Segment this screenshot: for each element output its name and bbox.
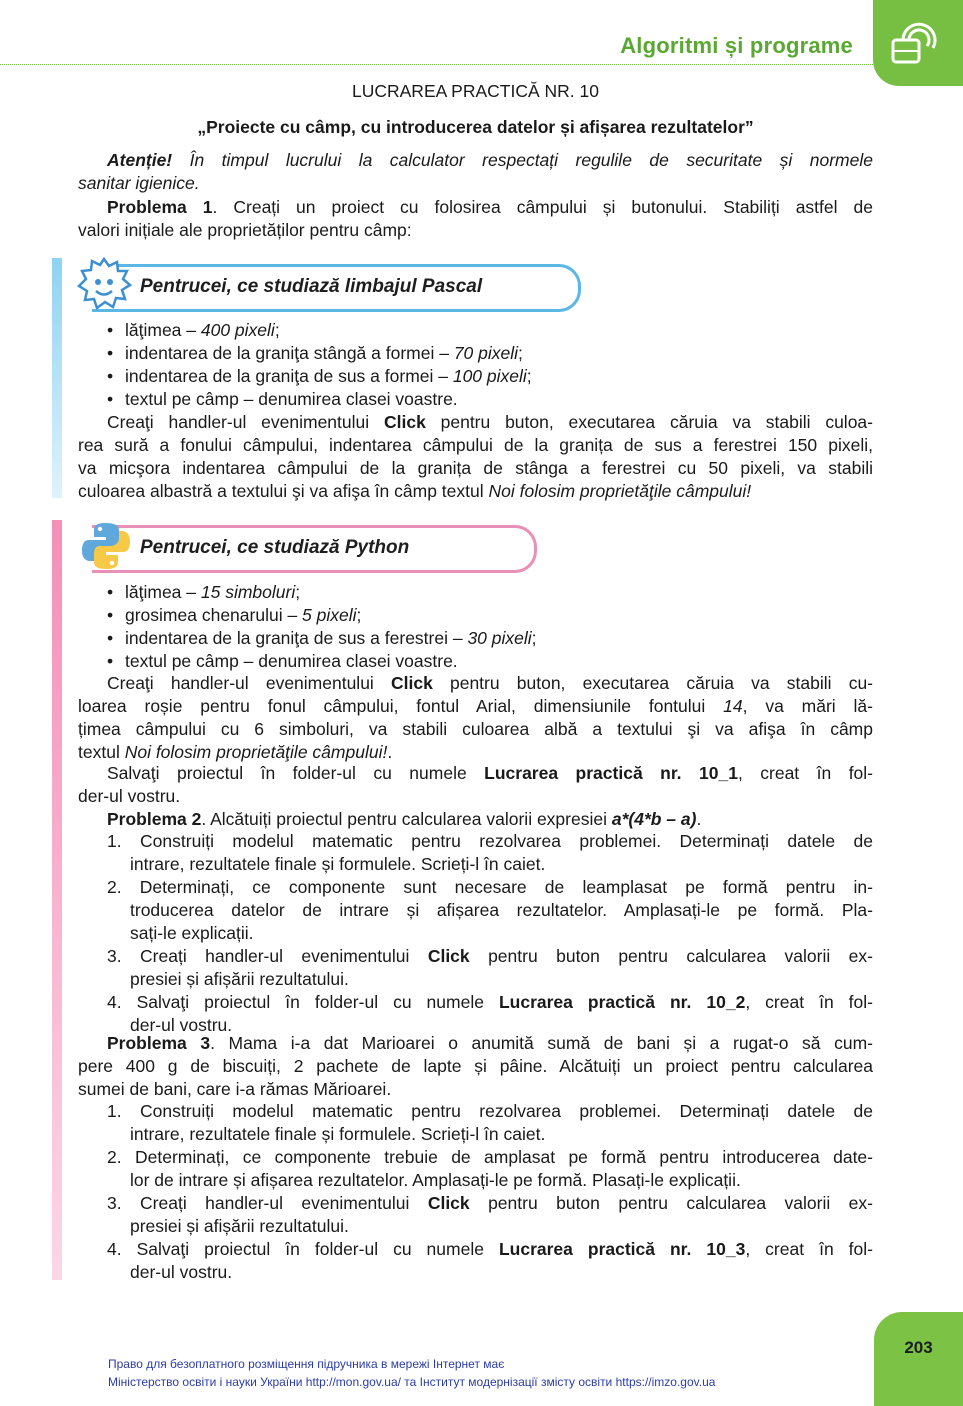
python-sidebar (52, 520, 62, 1280)
list-item: • grosimea chenarului – 5 pixeli; (107, 605, 362, 625)
save-paragraph-1: Salvaţi proiectul în folder-ul cu numele Lucrarea practică nr. 10_1, creat în fol- der-ul vostru. (78, 763, 874, 806)
list-item: • textul pe câmp – denumirea clasei voastre. (107, 651, 458, 671)
problem-2-intro: Problema 2. Alcătuiți proiectul pentru calcularea valorii expresiei a*(4*b – a). (107, 809, 702, 829)
problem-3-steps (107, 1100, 873, 1284)
list-item: • indentarea de la graniţa stângă a formei – 70 pixeli; (107, 343, 523, 363)
list-item: • textul pe câmp – denumirea clasei voastre. (107, 389, 458, 409)
python-banner: Pentrucei, ce studiază Python (92, 525, 537, 573)
lab-number: LUCRAREA PRACTICĂ NR. 10 (351, 81, 599, 101)
list-item: 2. Determinați, ce componente trebuie de amplasat pe formă pentru introducerea date- lor de intrare și afișarea rezultatelor. Amplasați-le pe formă. Plasați-le explicații. (107, 1147, 873, 1190)
list-item: • indentarea de la graniţa de sus a formei – 100 pixeli; (107, 366, 532, 386)
chapter-title: Algoritmi și programe (620, 33, 853, 58)
list-item: 3. Creați handler-ul evenimentului Click pentru buton pentru calcularea valorii ex- presiei și afișării rezultatului. (107, 946, 873, 989)
list-item: 3. Creați handler-ul evenimentului Click pentru buton pentru calcularea valorii ex- presiei și afișării rezultatului. (107, 1193, 873, 1236)
pascal-banner: Pentrucei, ce studiază limbajul Pascal (92, 264, 581, 312)
list-item: 4. Salvaţi proiectul în folder-ul cu numele Lucrarea practică nr. 10_3, creat în fol- der-ul vostru. (107, 1239, 873, 1282)
list-item: 1. Construiți modelul matematic pentru rezolvarea problemei. Determinați datele de intrare, rezultatele finale și formulele. Scrieți-l în caiet. (107, 1101, 873, 1144)
header-rule (0, 64, 875, 65)
lab-title: „Proiecte cu câmp, cu introducerea datelor și afișarea rezultatelor” (197, 117, 754, 137)
footer-line-1: Право для безоплатного розміщення підручника в мережі Інтернет має (108, 1357, 505, 1371)
list-item: 2. Determinați, ce componente sunt necesare de leamplasat pe formă pentru in- troducerea datelor de intrare și afișarea rezultatelor. Amplasați-le pe formă. Pla- sați-le explicații. (107, 877, 873, 943)
header-tab (873, 0, 963, 86)
list-item: • lăţimea – 15 simboluri; (107, 582, 301, 602)
python-handler-paragraph: Creaţi handler-ul evenimentului Click pentru buton, executarea căruia va stabili cu- loarea roșie pentru fonul câmpului, fontul Arial, dimensiunile fontului 14, va mări lă- țimea câmpului cu 6 simboluri, va stabili culoarea albă a textului şi va afişa în câmp textul Noi folosim proprietăţile câmpului!. (78, 673, 874, 762)
python-bullet-list (107, 581, 537, 673)
attention-paragraph: Atenție! În timpul lucrului la calculator respectați regulile de securitate și normele sanitar igienice. (78, 150, 873, 193)
list-item: 4. Salvaţi proiectul în folder-ul cu numele Lucrarea practică nr. 10_2, creat în fol- der-ul vostru. (107, 992, 873, 1035)
pascal-handler-paragraph: Creaţi handler-ul evenimentului Click pentru buton, executarea căruia va stabili culoa- rea sură a fonului câmpului, indentarea câmpului de la granița de sus a ferestrei 150 pixeli, va micşora indentarea câmpului de la granița de stânga a ferestrei cu 50 pixeli, va stabili culoarea albastră a textului şi va afişa în câmp textul Noi folosim proprietăţile câmpului! (78, 412, 873, 501)
problem-1-intro: Problema 1. Creați un proiect cu folosirea câmpului și butonului. Stabiliți astfel de valori inițiale ale proprietăților pentru câmp: (78, 197, 873, 240)
list-item: 1. Construiți modelul matematic pentru rezolvarea problemei. Determinați datele de intrare, rezultatele finale și formulele. Scrieți-l în caiet. (107, 831, 873, 874)
pascal-bullet-list (107, 319, 532, 411)
footer-line-2: Міністерство освіти і науки України http://mon.gov.ua/ та Інститут модернізації змісту освіти https://imzo.gov.ua (108, 1375, 716, 1389)
python-logo-icon (78, 518, 134, 574)
pascal-badge-icon (76, 256, 132, 312)
list-item: • indentarea de la graniţa de sus a ferestrei – 30 pixeli; (107, 628, 537, 648)
chapter-icon (887, 18, 947, 70)
problem-3-intro: Problema 3. Mama i-a dat Marioarei o anumită sumă de bani și a rugat-o să cum- pere 400 g de biscuiți, 2 pachete de lapte și pâine. Alcătuiți un proiect pentru calcularea sumei de bani, care i-a rămas Mărioarei. (78, 1033, 873, 1099)
list-item: • lăţimea – 400 pixeli; (107, 320, 280, 340)
pascal-sidebar (52, 258, 62, 498)
page-number: 203 (904, 1338, 933, 1357)
problem-2-steps (107, 830, 873, 1037)
page-number-tab (874, 1312, 963, 1406)
